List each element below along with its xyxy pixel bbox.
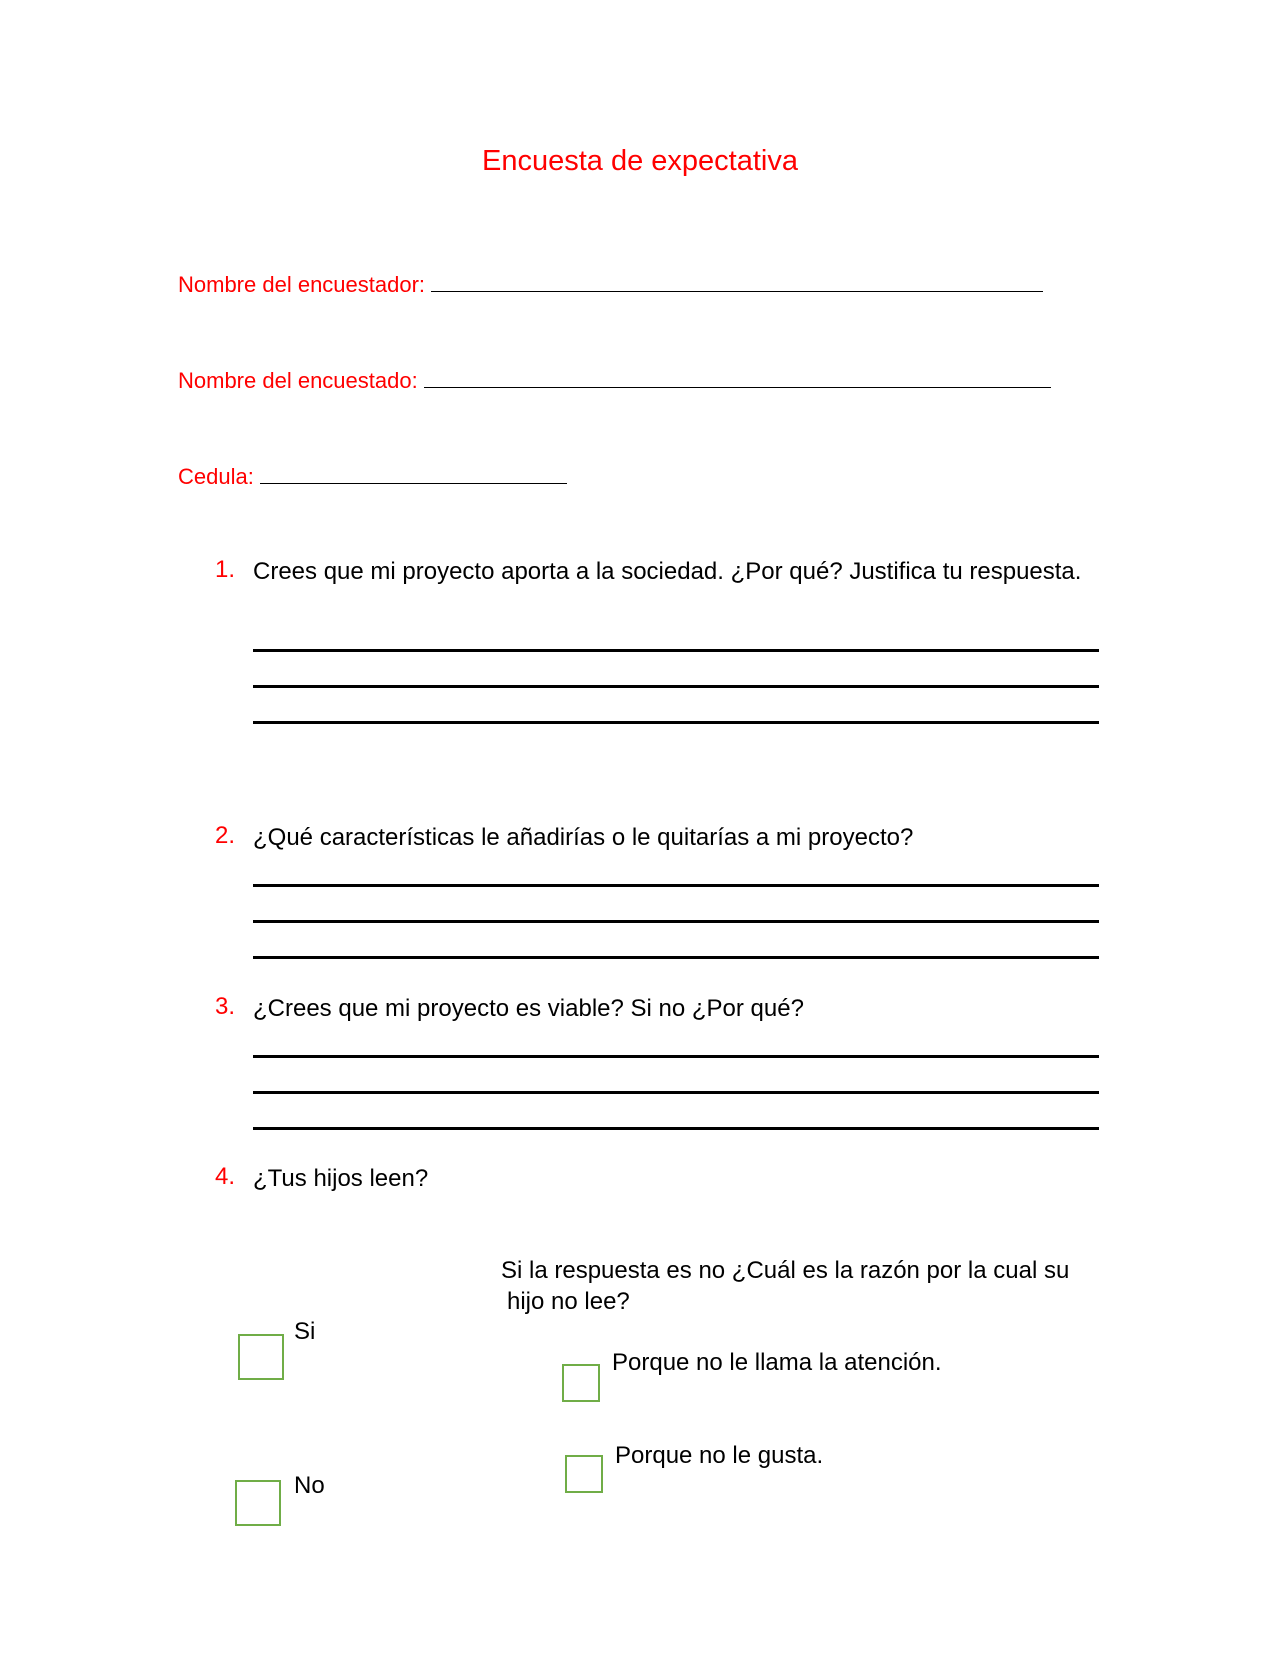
encuestado-label: Nombre del encuestado: bbox=[178, 368, 418, 393]
cedula-input-line[interactable] bbox=[260, 465, 567, 484]
encuestador-label: Nombre del encuestador: bbox=[178, 272, 426, 297]
reason-2-label: Porque no le gusta. bbox=[615, 1442, 824, 1469]
question-2-text: ¿Qué características le añadirías o le quitarías a mi proyecto? bbox=[253, 824, 914, 851]
question-3-number: 3. bbox=[215, 993, 236, 1020]
answer-line[interactable] bbox=[253, 884, 1099, 887]
checkbox-reason-2[interactable] bbox=[565, 1455, 603, 1493]
question-4-text: ¿Tus hijos leen? bbox=[253, 1165, 429, 1192]
answer-line[interactable] bbox=[253, 685, 1099, 688]
question-1-number: 1. bbox=[215, 556, 236, 583]
answer-line[interactable] bbox=[253, 1127, 1099, 1130]
followup-question-line1: Si la respuesta es no ¿Cuál es la razón por la cual su bbox=[501, 1257, 1070, 1284]
encuestado-input-line[interactable] bbox=[424, 369, 1051, 388]
answer-line[interactable] bbox=[253, 1091, 1099, 1094]
page-title: Encuesta de expectativa bbox=[482, 145, 798, 177]
followup-question-line2: hijo no lee? bbox=[507, 1288, 630, 1315]
checkbox-si[interactable] bbox=[238, 1334, 284, 1380]
answer-line[interactable] bbox=[253, 1055, 1099, 1058]
answer-line[interactable] bbox=[253, 721, 1099, 724]
checkbox-no[interactable] bbox=[235, 1480, 281, 1526]
cedula-field bbox=[178, 464, 567, 490]
question-2-number: 2. bbox=[215, 822, 236, 849]
option-si-label: Si bbox=[294, 1318, 316, 1345]
answer-line[interactable] bbox=[253, 649, 1099, 652]
answer-line[interactable] bbox=[253, 920, 1099, 923]
question-3-text: ¿Crees que mi proyecto es viable? Si no ¿Por qué? bbox=[253, 995, 804, 1022]
cedula-label: Cedula: bbox=[178, 464, 254, 489]
encuestado-field bbox=[178, 368, 1051, 394]
reason-1-label: Porque no le llama la atención. bbox=[612, 1349, 942, 1376]
encuestador-input-line[interactable] bbox=[431, 273, 1043, 292]
checkbox-reason-1[interactable] bbox=[562, 1364, 600, 1402]
option-no-label: No bbox=[294, 1472, 325, 1499]
question-4-number: 4. bbox=[215, 1163, 236, 1190]
question-1-text: Crees que mi proyecto aporta a la sociedad. ¿Por qué? Justifica tu respuesta. bbox=[253, 558, 1082, 585]
answer-line[interactable] bbox=[253, 956, 1099, 959]
encuestador-field bbox=[178, 272, 1043, 298]
